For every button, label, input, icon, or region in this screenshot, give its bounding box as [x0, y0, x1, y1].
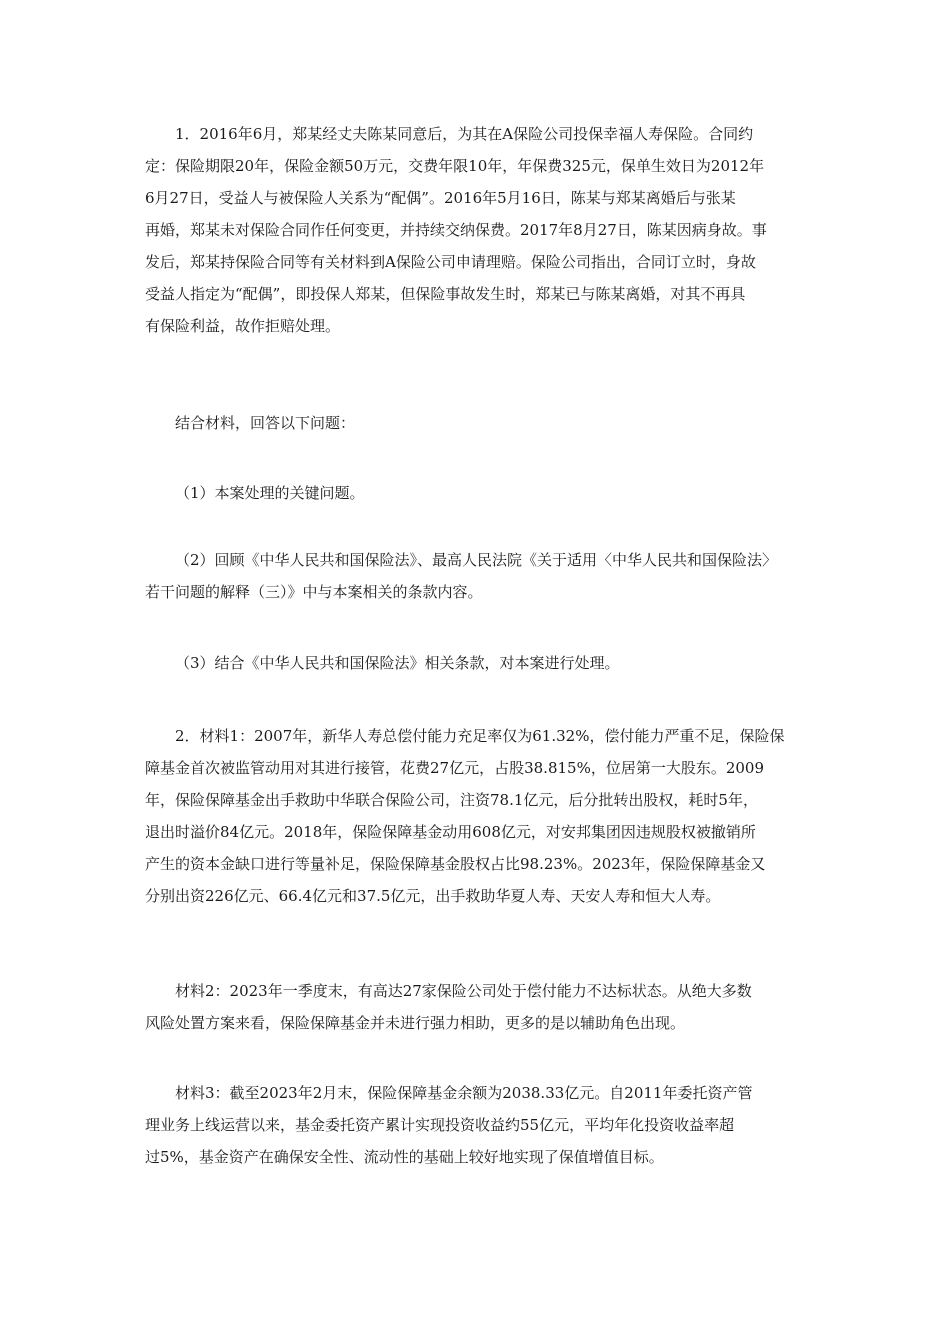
question-1-sub-3 — [145, 647, 805, 679]
text-line: 1．2016年6月，郑某经丈夫陈某同意后，为其在A保险公司投保幸福人寿保险。合同约 — [175, 125, 754, 143]
text-line: （2）回顾《中华人民共和国保险法》、最高人民法院《关于适用〈中华人民共和国保险法〉 — [175, 551, 778, 569]
text-line: 过5%，基金资产在确保安全性、流动性的基础上较好地实现了保值增值目标。 — [145, 1148, 664, 1166]
text-line: 发后，郑某持保险合同等有关材料到A保险公司申请理赔。保险公司指出，合同订立时，身故 — [145, 253, 756, 271]
text-line: 有保险利益，故作拒赔处理。 — [145, 317, 341, 335]
text-line: 2．材料1：2007年，新华人寿总偿付能力充足率仅为61.32%，偿付能力严重不足，保险保 — [175, 727, 785, 745]
question-1-prompt — [145, 407, 805, 439]
question-2-material-2 — [145, 975, 805, 1039]
text-line: 材料3：截至2023年2月末，保险保障基金余额为2038.33亿元。自2011年委托资产管 — [175, 1084, 753, 1102]
question-2-material-3 — [145, 1077, 805, 1173]
text-line: 分别出资226亿元、66.4亿元和37.5亿元，出手救助华夏人寿、天安人寿和恒大人寿。 — [145, 887, 721, 905]
text-line: （1）本案处理的关键问题。 — [175, 484, 365, 502]
text-line: 6月27日，受益人与被保险人关系为“配偶”。2016年5月16日，陈某与郑某离婚后与张某 — [145, 189, 736, 207]
text-line: 风险处置方案来看，保险保障基金并未进行强力相助，更多的是以辅助角色出现。 — [145, 1014, 686, 1032]
text-line: 退出时溢价84亿元。2018年，保险保障基金动用608亿元，对安邦集团因违规股权被撤销所 — [145, 823, 756, 841]
text-line: 定：保险期限20年，保险金额50万元，交费年限10年，年保费325元，保单生效日为2012年 — [145, 157, 765, 175]
text-line: 结合材料，回答以下问题： — [175, 414, 356, 432]
text-line: 理业务上线运营以来，基金委托资产累计实现投资收益约55亿元，平均年化投资收益率超 — [145, 1116, 735, 1134]
text-line: 材料2：2023年一季度末，有高达27家保险公司处于偿付能力不达标状态。从绝大多数 — [175, 982, 752, 1000]
text-line: 年，保险保障基金出手救助中华联合保险公司，注资78.1亿元，后分批转出股权，耗时5年， — [145, 791, 758, 809]
text-line: （3）结合《中华人民共和国保险法》相关条款，对本案进行处理。 — [175, 654, 620, 672]
text-line: 受益人指定为“配偶”，即投保人郑某，但保险事故发生时，郑某已与陈某离婚，对其不再具 — [145, 285, 746, 303]
text-line: 若干问题的解释（三）》中与本案相关的条款内容。 — [145, 583, 483, 601]
question-1-paragraph — [145, 118, 805, 342]
question-1-sub-1 — [145, 477, 805, 509]
text-line: 产生的资本金缺口进行等量补足，保险保障基金股权占比98.23%。2023年，保险保障基金又 — [145, 855, 766, 873]
question-2-material-1 — [145, 720, 805, 912]
text-line: 障基金首次被监管动用对其进行接管，花费27亿元，占股38.815%，位居第一大股东。2009 — [145, 759, 765, 777]
question-1-sub-2 — [145, 544, 805, 608]
text-line: 再婚，郑某未对保险合同作任何变更，并持续交纳保费。2017年8月27日，陈某因病身故。事 — [145, 221, 767, 239]
